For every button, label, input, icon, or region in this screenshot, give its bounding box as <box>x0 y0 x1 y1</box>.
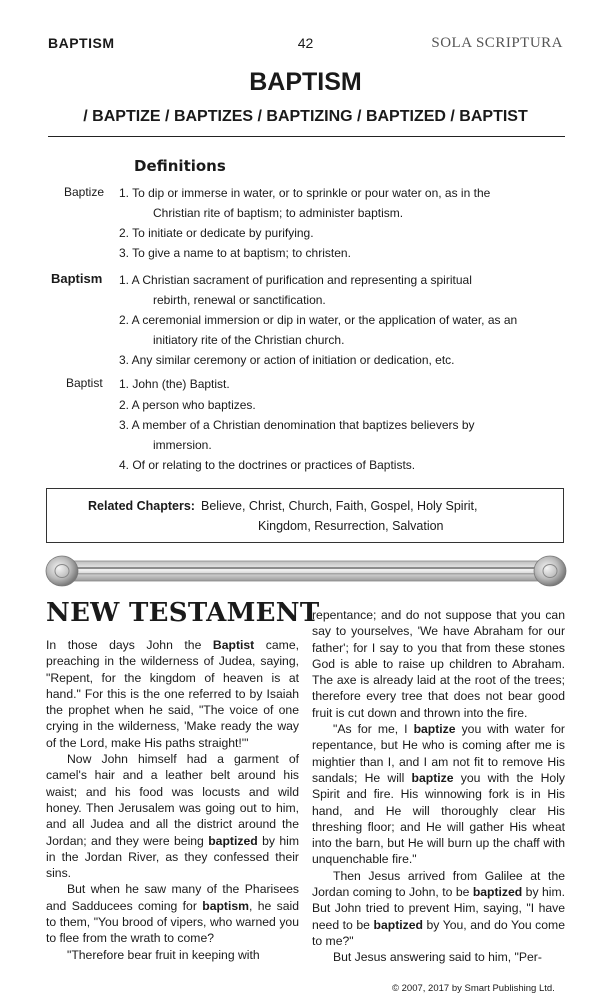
definition-line: 3. Any similar ceremony or action of initiation or dedication, etc. <box>119 353 455 367</box>
keyword-highlight: Baptist <box>212 638 255 652</box>
keyword-highlight: baptized <box>208 833 258 848</box>
keyword-highlight: baptized <box>472 885 523 900</box>
scripture-text: "As for me, I <box>333 722 414 737</box>
definition-line: rebirth, renewal or sanctification. <box>153 293 326 307</box>
definition-line: immersion. <box>153 438 212 452</box>
keyword-highlight: baptize <box>413 722 456 737</box>
definition-line: Christian rite of baptism; to administer baptism. <box>153 206 404 220</box>
scripture-text: you with water for repentance, but He who is coming after me is mightier than I, and I am not fit to remove His sandals; He will <box>312 722 565 785</box>
scripture-text: Now John himself had a garment of camel's hair and a leather belt around his waist; and his food was locusts and wild honey. Then Jerusalem was going out to him, and all Judea and all the district around the Jordan; and they were being <box>46 752 299 848</box>
page-subtitle: / BAPTIZE / BAPTIZES / BAPTIZING / BAPTIZED / BAPTIST <box>83 108 528 125</box>
keyword-highlight: baptize <box>411 770 454 785</box>
scripture-paragraph <box>46 637 299 751</box>
text-column-right <box>312 607 565 966</box>
scripture-paragraph <box>312 721 565 868</box>
scripture-text: But when he saw many of the Pharisees and Sadducees coming for <box>46 882 299 913</box>
related-chapters-list: Believe, Christ, Church, Faith, Gospel, Holy Spirit, <box>200 499 478 513</box>
related-chapters-box <box>46 488 564 543</box>
definition-line: 1. John (the) Baptist. <box>119 377 230 391</box>
definition-line: 3. To give a name to at baptism; to christen. <box>119 246 351 260</box>
related-chapters-line <box>88 499 477 513</box>
definition-line: 3. A member of a Christian denomination that baptizes believers by <box>119 418 475 432</box>
scripture-text: In those days John the <box>46 638 213 652</box>
scripture-paragraph <box>312 868 565 949</box>
term-baptist: Baptist <box>66 376 103 390</box>
scripture-paragraph <box>312 607 565 721</box>
text-column-left <box>46 637 299 963</box>
scripture-text: repentance; and do not suppose that you can say to yourselves, 'We have Abraham for our father'; for I say to you that from these stones God is able to raise up children to Abraham. The axe is already laid at the root of the trees; therefore every tree that does not bear good fruit is cut down and thrown into the fire. <box>312 608 565 720</box>
page-number: 42 <box>297 35 314 51</box>
definitions-heading: Definitions <box>134 157 226 175</box>
keyword-highlight: baptism <box>202 898 249 913</box>
term-baptism: Baptism <box>51 271 103 286</box>
scripture-text: by You, and do You come to me?" <box>312 917 565 948</box>
scripture-paragraph <box>46 947 299 963</box>
scroll-divider-ornament <box>44 553 568 589</box>
related-chapters-label: Related Chapters: <box>88 499 195 513</box>
scripture-text: "Therefore bear fruit in keeping with <box>67 947 260 962</box>
scripture-paragraph <box>312 949 565 965</box>
definition-line: 1. A Christian sacrament of purification and representing a spiritual <box>119 273 472 287</box>
related-chapters-list-cont: Kingdom, Resurrection, Salvation <box>258 519 444 533</box>
definition-line: 4. Of or relating to the doctrines or practices of Baptists. <box>119 458 416 472</box>
definition-line: 2. To initiate or dedicate by purifying. <box>119 226 314 240</box>
running-header-left: BAPTISM <box>48 35 115 51</box>
page-title: BAPTISM <box>249 68 362 96</box>
scripture-text: , he said to them, "You brood of vipers, who warned you to flee from the wrath to come? <box>46 898 299 946</box>
copyright-notice: © 2007, 2017 by Smart Publishing Ltd. <box>392 983 555 994</box>
section-title: NEW TESTAMENT <box>46 598 320 628</box>
definition-line: 1. To dip or immerse in water, or to sprinkle or pour water on, as in the <box>119 186 491 200</box>
scripture-text: Then Jesus arrived from Galilee at the Jordan coming to John, to be <box>312 868 565 900</box>
scripture-text: by him in the Jordan River, as they confessed their sins. <box>46 833 299 881</box>
scripture-text: came, preaching in the wilderness of Judea, saying, "Repent, for the kingdom of heaven is at hand." For this is the one referred to by Isaiah the prophet when he said, "The voice of one crying in the wilderness, 'Make ready the way of the Lord, make His paths straight!'" <box>46 638 299 750</box>
scripture-paragraph <box>46 881 299 946</box>
title-divider <box>48 136 565 137</box>
scripture-text: But Jesus answering said to him, "Per- <box>333 950 542 965</box>
scripture-text: by him. But John tried to prevent Him, saying, "I have need to be <box>312 885 565 932</box>
scripture-paragraph <box>46 751 299 881</box>
running-header-right: SOLA SCRIPTURA <box>431 35 563 51</box>
keyword-highlight: baptized <box>373 917 423 932</box>
scripture-text: you with the Holy Spirit and fire. His winnowing fork is in His hand, and He will thoroughly clear His threshing floor; and He will gather His wheat into the barn, but He will burn up the chaff with unquenchable fire." <box>312 770 565 867</box>
definition-line: 2. A person who baptizes. <box>119 398 256 412</box>
term-baptize: Baptize <box>64 185 105 199</box>
definition-line: 2. A ceremonial immersion or dip in water, or the application of water, as an <box>119 313 518 327</box>
definition-line: initiatory rite of the Christian church. <box>153 333 345 347</box>
